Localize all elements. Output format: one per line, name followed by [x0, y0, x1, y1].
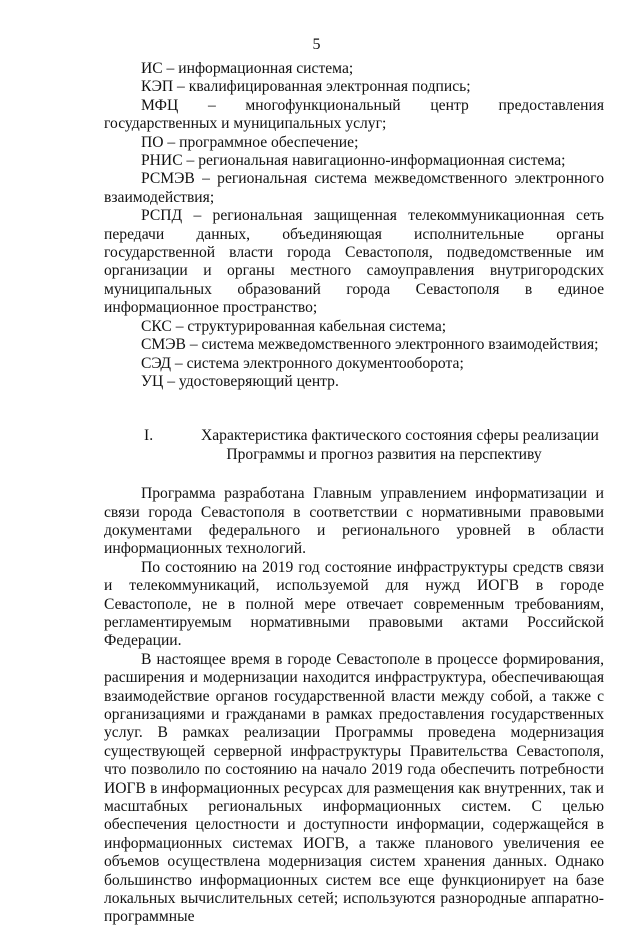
section-heading: [104, 427, 604, 464]
page-number: 5: [312, 36, 321, 53]
abbreviation-item: УЦ – удостоверяющий центр.: [141, 372, 339, 390]
section-title-line1: Характеристика фактического состояния сферы реализации: [201, 427, 599, 445]
abbreviation-item: РСМЭВ – региональная система межведомственного электронного взаимодействия;: [104, 170, 604, 206]
section-body: [104, 485, 604, 927]
abbreviations-list: [104, 60, 604, 391]
abbreviation-item: СЭД – система электронного документооборота;: [141, 354, 464, 372]
abbreviation-item: СКС – структурированная кабельная система;: [141, 317, 447, 335]
document-body: [104, 60, 604, 927]
paragraph: В настоящее время в городе Севастополе в процессе формирования, расширения и модернизации находится инфраструктура, обеспечивающая взаимодействие органов государственной власти между собой, а также с организациями и гражданами в рамках предоставления государственных услуг. В рамках реализации Программы проведена модернизация существующей серверной инфраструктуры Правительства Севастополя, что позволило по состоянию на начало 2019 года обеспечить потребности ИОГВ в информационных ресурсах для размещения как внутренних, так и масштабных региональных информационных систем. С целью обеспечения целостности и доступности информации, содержащейся в информационных системах ИОГВ, а также планового увеличения ее объемов осуществлена модернизация систем хранения данных. Однако большинство информационных систем все еще функционирует на базе локальных вычислительных сетей; используются разнородные аппаратно-программные: [104, 650, 604, 926]
abbreviation-item: ПО – программное обеспечение;: [141, 133, 359, 151]
section-title-line2: Программы и прогноз развития на перспективу: [226, 445, 542, 463]
abbreviation-item: ИС – информационная система;: [141, 60, 354, 77]
paragraph: Программа разработана Главным управлением информатизации и связи города Севастополя в соответствии с нормативными правовыми документами федерального и регионального уровней в области информационных технологий.: [104, 485, 604, 558]
abbreviation-item: МФЦ – многофункциональный центр предоставления государственных и муниципальных услуг;: [104, 96, 604, 133]
section-number: I.: [144, 427, 154, 445]
abbreviation-item: КЭП – квалифицированная электронная подпись;: [141, 78, 471, 96]
abbreviation-item: РНИС – региональная навигационно-информационная система;: [141, 152, 566, 170]
abbreviation-item: СМЭВ – система межведомственного электронного взаимодействия;: [141, 336, 599, 354]
paragraph: По состоянию на 2019 год состояние инфраструктуры средств связи и телекоммуникаций, используемой для нужд ИОГВ в городе Севастополе, не в полной мере отвечает современным требованиям, регламентируемым нормативными правовыми актами Российской Федерации.: [104, 558, 604, 650]
abbreviation-item: РСПД – региональная защищенная телекоммуникационная сеть передачи данных, объединяющая исполнительные органы государственной власти города Севастополя, подведомственные им организации и органы местного самоуправления внутригородских муниципальных образований города Севастополя в единое информационное пространство;: [104, 207, 604, 317]
